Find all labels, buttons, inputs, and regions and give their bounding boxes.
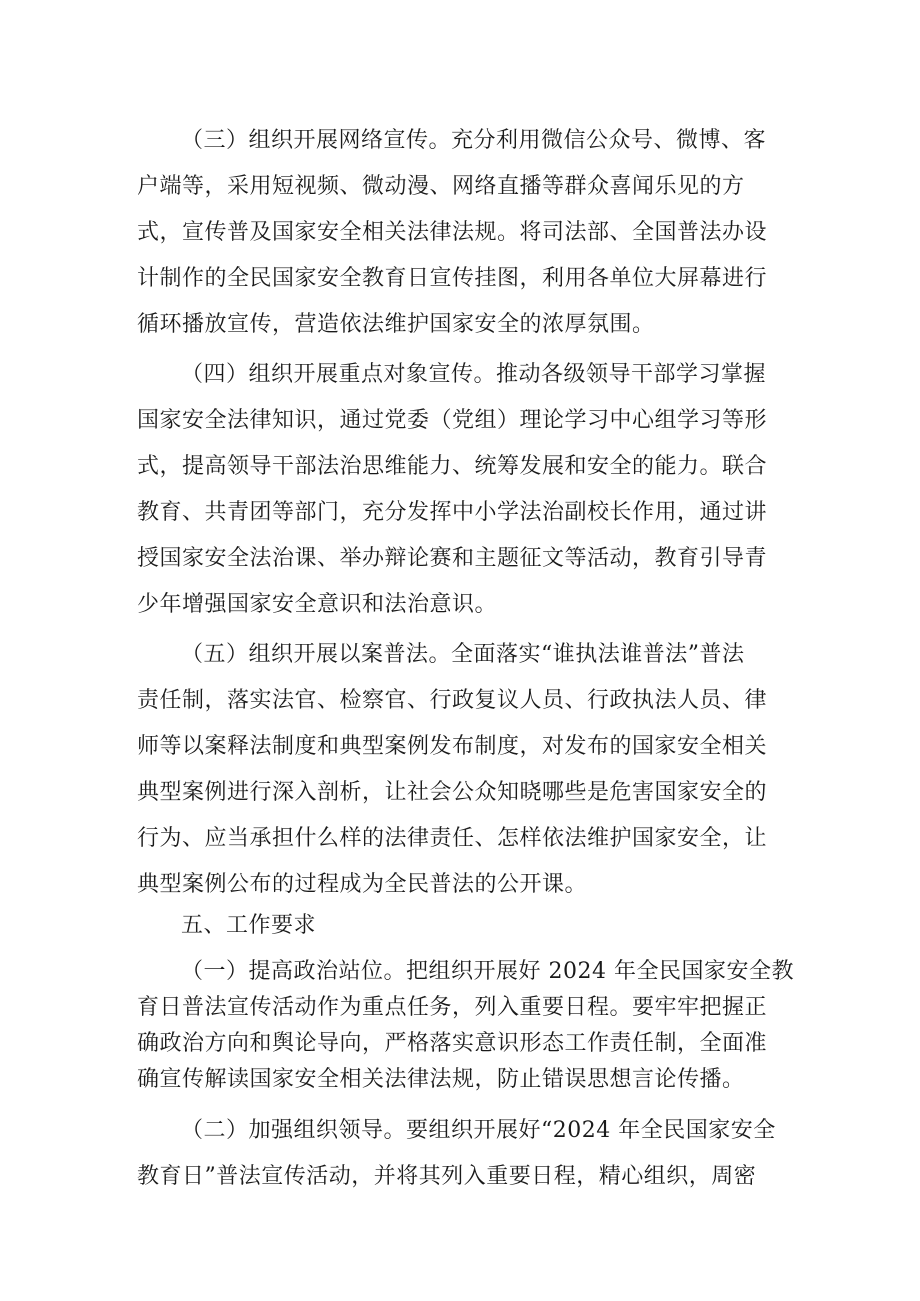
text-line: （一）提高政治站位。把组织开展好 2024 年全民国家安全教 bbox=[181, 959, 794, 984]
text-line: （五）组织开展以案普法。全面落实“谁执法谁普法”普法 bbox=[181, 642, 745, 667]
text-line: 育日普法宣传活动作为重点任务，列入重要日程。要牢牢把握正 bbox=[137, 995, 768, 1020]
text-line: （二）加强组织领导。要组织开展好“2024 年全民国家安全 bbox=[181, 1118, 776, 1143]
paragraph-political-stance bbox=[137, 954, 797, 1098]
text-line: 国家安全法律知识，通过党委（党组）理论学习中心组学习等形 bbox=[137, 408, 768, 433]
text-line: 计制作的全民国家安全教育日宣传挂图，利用各单位大屏幕进行 bbox=[137, 266, 768, 291]
text-line: 户端等，采用短视频、微动漫、网络直播等群众喜闻乐见的方 bbox=[137, 174, 745, 199]
text-line: 式，宣传普及国家安全相关法律法规。将司法部、全国普法办设 bbox=[137, 220, 768, 245]
text-line: （四）组织开展重点对象宣传。推动各级领导干部学习掌握 bbox=[181, 362, 767, 387]
paragraph-key-target-publicity bbox=[137, 352, 797, 628]
text-line: 授国家安全法治课、举办辩论赛和主题征文等活动，教育引导青 bbox=[137, 546, 768, 571]
text-line: 少年增强国家安全意识和法治意识。 bbox=[137, 592, 498, 617]
text-line: 循环播放宣传，营造依法维护国家安全的浓厚氛围。 bbox=[137, 312, 655, 337]
section-heading: 五、工作要求 bbox=[181, 913, 317, 938]
text-line: 教育、共青团等部门，充分发挥中小学法治副校长作用，通过讲 bbox=[137, 500, 768, 525]
paragraph-organizational-leadership bbox=[137, 1108, 797, 1200]
text-line: 确宣传解读国家安全相关法律法规，防止错误思想言论传播。 bbox=[137, 1067, 745, 1092]
text-line: 典型案例进行深入剖析，让社会公众知晓哪些是危害国家安全的 bbox=[137, 780, 768, 805]
section-heading-work-requirements bbox=[137, 908, 797, 944]
document-body bbox=[137, 118, 797, 1200]
paragraph-network-publicity bbox=[137, 118, 797, 348]
text-line: 典型案例公布的过程成为全民普法的公开课。 bbox=[137, 872, 588, 897]
text-line: 师等以案释法制度和典型案例发布制度，对发布的国家安全相关 bbox=[137, 734, 768, 759]
text-line: 责任制，落实法官、检察官、行政复议人员、行政执法人员、律 bbox=[137, 688, 768, 713]
text-line: 行为、应当承担什么样的法律责任、怎样依法维护国家安全，让 bbox=[137, 826, 768, 851]
text-line: 确政治方向和舆论导向，严格落实意识形态工作责任制，全面准 bbox=[137, 1031, 768, 1056]
text-line: 教育日”普法宣传活动，并将其列入重要日程，精心组织，周密 bbox=[137, 1164, 757, 1189]
paragraph-case-based-education bbox=[137, 632, 797, 908]
text-line: （三）组织开展网络宣传。充分利用微信公众号、微博、客 bbox=[181, 128, 767, 153]
text-line: 式，提高领导干部法治思维能力、统筹发展和安全的能力。联合 bbox=[137, 454, 768, 479]
